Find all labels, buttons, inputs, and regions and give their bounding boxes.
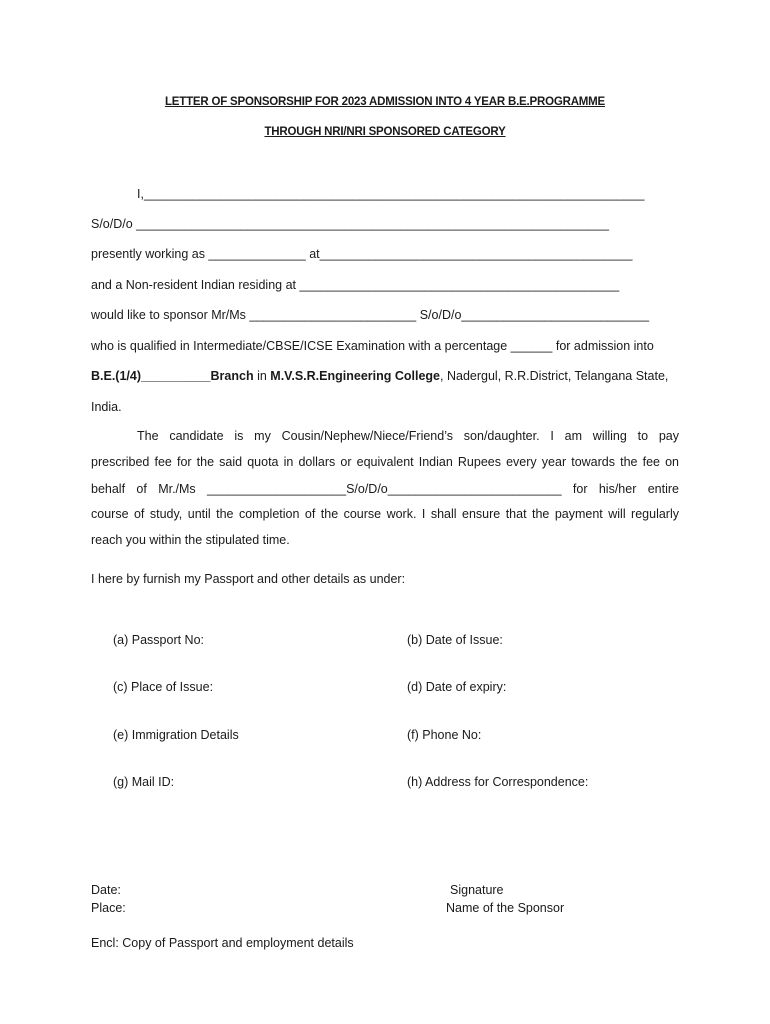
- immigration-details-field: (e) Immigration Details: [113, 728, 239, 742]
- paragraph-2-line-1: The candidate is my Cousin/Nephew/Niece/Friend’s son/daughter. I am willing to pay: [137, 429, 679, 443]
- college-address: , Nadergul, R.R.District, Telangana State,: [440, 369, 669, 383]
- enclosure-note: Encl: Copy of Passport and employment details: [91, 936, 354, 950]
- paragraph-2-line-2: prescribed fee for the said quota in dollars or equivalent Indian Rupees every year towards the fee on: [91, 455, 679, 469]
- branch-college-line: [91, 368, 668, 384]
- sponsor-parent-line: S/o/D/o ____________________________________________________________________: [91, 217, 609, 231]
- paragraph-2-line-4: course of study, until the completion of the course work. I shall ensure that the payment will regularly: [91, 507, 679, 521]
- paragraph-2-line-5: reach you within the stipulated time.: [91, 533, 290, 547]
- signature-label: Signature: [450, 883, 504, 897]
- candidate-name-line: would like to sponsor Mr/Ms ________________________ S/o/D/o___________________________: [91, 308, 650, 322]
- mail-id-field: (g) Mail ID:: [113, 775, 175, 789]
- place-label: Place:: [91, 901, 126, 915]
- sponsor-residence-line: and a Non-resident Indian residing at ______________________________________________: [91, 278, 620, 292]
- date-label: Date:: [91, 883, 121, 897]
- college-name: M.V.S.R.Engineering College: [270, 369, 441, 383]
- date-of-issue-field: (b) Date of Issue:: [407, 633, 503, 647]
- address-for-correspondence-field: (h) Address for Correspondence:: [407, 775, 589, 789]
- passport-no-field: (a) Passport No:: [113, 633, 205, 647]
- date-of-expiry-field: (d) Date of expiry:: [407, 680, 507, 694]
- letter-title-line-1: LETTER OF SPONSORSHIP FOR 2023 ADMISSION INTO 4 YEAR B.E.PROGRAMME: [164, 96, 606, 108]
- candidate-qualification-line: who is qualified in Intermediate/CBSE/ICSE Examination with a percentage ______ for admission into: [91, 339, 654, 353]
- furnish-details-line: I here by furnish my Passport and other details as under:: [91, 572, 406, 586]
- branch-label: B.E.(1/4)__________Branch: [91, 369, 254, 383]
- paragraph-2-line-3: behalf of Mr./Ms ____________________S/o/D/o_________________________ for his/her entire: [91, 482, 679, 496]
- branch-connector: in: [253, 369, 271, 383]
- phone-no-field: (f) Phone No:: [407, 728, 482, 742]
- sponsor-name-label: Name of the Sponsor: [446, 901, 565, 915]
- letter-title-line-2: THROUGH NRI/NRI SPONSORED CATEGORY: [264, 126, 506, 138]
- country-line: India.: [91, 400, 122, 414]
- sponsor-working-line: presently working as ______________ at_____________________________________________: [91, 247, 633, 261]
- place-of-issue-field: (c) Place of Issue:: [113, 680, 214, 694]
- sponsor-name-line: I,________________________________________________________________________: [137, 187, 645, 201]
